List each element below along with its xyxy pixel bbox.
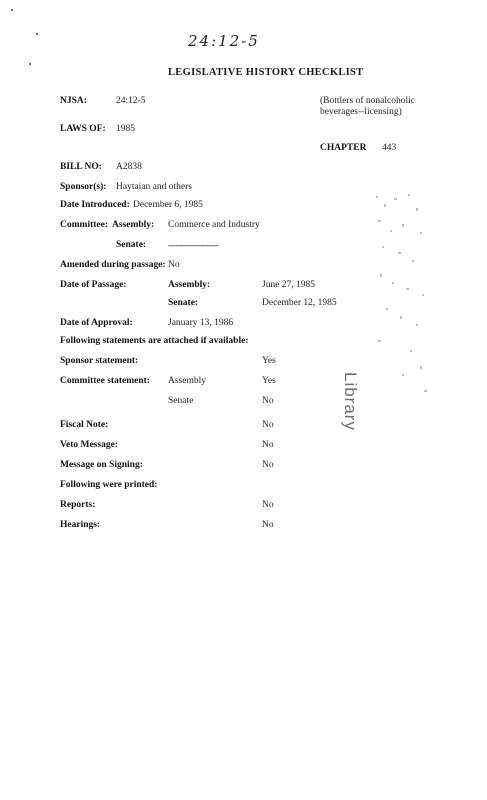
- veto-message-value: No: [262, 440, 274, 450]
- committee-statement-label: Committee statement:: [60, 376, 150, 386]
- passage-assembly-value: June 27, 1985: [262, 280, 316, 290]
- committee-label: Committee:: [60, 220, 109, 230]
- date-of-passage-label: Date of Passage:: [60, 280, 127, 290]
- laws-of-label: LAWS OF:: [60, 124, 106, 134]
- sponsors-value: Haytaian and others: [116, 182, 192, 192]
- date-introduced-label: Date Introduced:: [60, 200, 130, 210]
- veto-message-label: Veto Message:: [60, 440, 118, 450]
- committee-statement-assembly-label: Assembly: [168, 376, 206, 386]
- library-stamp-icon: [372, 190, 432, 420]
- handwritten-reference: 24:12-5: [188, 32, 260, 50]
- bill-no-label: BILL NO:: [60, 162, 102, 172]
- page-title: LEGISLATIVE HISTORY CHECKLIST: [168, 67, 364, 78]
- sponsor-statement-label: Sponsor statement:: [60, 356, 139, 366]
- scan-speck: [11, 9, 13, 11]
- sponsors-label: Sponsor(s):: [60, 182, 107, 192]
- chapter-value: 443: [382, 143, 397, 153]
- njsa-label: NJSA:: [60, 96, 87, 106]
- fiscal-note-value: No: [262, 420, 274, 430]
- passage-assembly-label: Assembly:: [168, 280, 211, 290]
- laws-of-value: 1985: [116, 124, 135, 134]
- hearings-label: Hearings:: [60, 520, 101, 530]
- scan-speck: [36, 33, 38, 35]
- chapter-label: CHAPTER: [320, 143, 367, 153]
- date-introduced-value: December 6, 1985: [133, 200, 203, 210]
- message-on-signing-label: Message on Signing:: [60, 460, 143, 470]
- committee-senate-label: Senate:: [116, 240, 147, 250]
- following-printed-heading: Following were printed:: [60, 480, 158, 490]
- passage-senate-value: December 12, 1985: [262, 298, 337, 308]
- committee-statement-senate-value: No: [262, 396, 274, 406]
- hearings-value: No: [262, 520, 274, 530]
- amended-label: Amended during passage:: [60, 260, 166, 270]
- committee-statement-assembly-value: Yes: [262, 376, 276, 386]
- committee-statement-senate-label: Senate: [168, 396, 194, 406]
- reports-value: No: [262, 500, 274, 510]
- committee-assembly-label: Assembly:: [112, 220, 155, 230]
- njsa-value: 24:12-5: [116, 96, 146, 106]
- sponsor-statement-value: Yes: [262, 356, 276, 366]
- bill-no-value: A2838: [116, 162, 142, 172]
- scan-speck: [29, 63, 31, 65]
- subject-line-1: (Bottlers of nonalcoholic: [320, 96, 415, 106]
- committee-assembly-value: Commerce and Industry: [168, 220, 260, 230]
- message-on-signing-value: No: [262, 460, 274, 470]
- following-attached-heading: Following statements are attached if available:: [60, 336, 249, 346]
- passage-senate-label: Senate:: [168, 298, 199, 308]
- date-of-approval-value: January 13, 1986: [168, 318, 234, 328]
- amended-value: No: [168, 260, 180, 270]
- committee-senate-value: --------------------: [168, 240, 218, 250]
- date-of-approval-label: Date of Approval:: [60, 318, 133, 328]
- reports-label: Reports:: [60, 500, 96, 510]
- subject-line-2: beverages--licensing): [320, 107, 402, 117]
- library-stamp-text: Library: [341, 372, 360, 431]
- fiscal-note-label: Fiscal Note:: [60, 420, 109, 430]
